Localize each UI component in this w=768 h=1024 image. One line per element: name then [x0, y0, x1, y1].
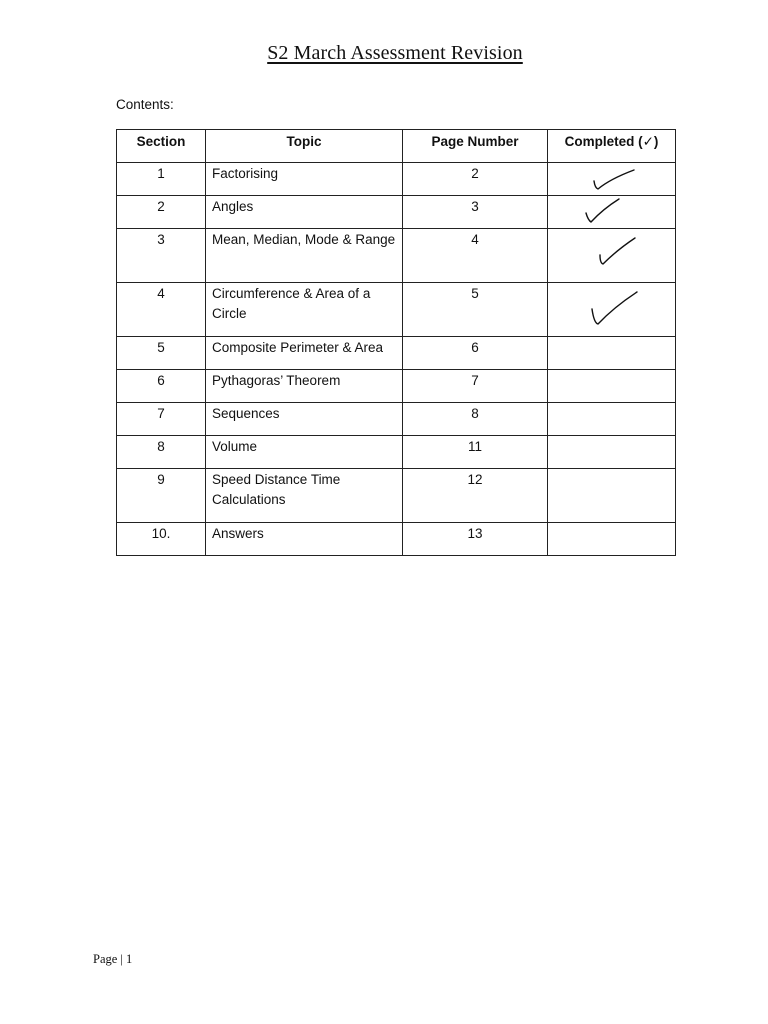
section-number: 5 [117, 337, 206, 370]
section-number: 7 [117, 403, 206, 436]
page-number: 4 [403, 229, 548, 283]
contents-table [116, 129, 676, 556]
header-page-number: Page Number [403, 130, 548, 163]
table-row [117, 196, 676, 229]
completed-cell [548, 523, 676, 556]
completed-cell [548, 337, 676, 370]
table-row [117, 436, 676, 469]
completed-cell [548, 469, 676, 523]
section-number: 6 [117, 370, 206, 403]
page-number: 8 [403, 403, 548, 436]
page-number: 5 [403, 283, 548, 337]
table-row [117, 469, 676, 523]
topic-name: Composite Perimeter & Area [206, 337, 403, 370]
table-row [117, 283, 676, 337]
completed-cell [548, 229, 676, 283]
completed-cell [548, 196, 676, 229]
completed-cell [548, 370, 676, 403]
section-number: 3 [117, 229, 206, 283]
handwritten-tick-icon [548, 196, 676, 229]
topic-name: Volume [206, 436, 403, 469]
topic-name: Circumference & Area of a Circle [206, 283, 403, 337]
topic-name: Mean, Median, Mode & Range [206, 229, 403, 283]
page-number: 7 [403, 370, 548, 403]
section-number: 9 [117, 469, 206, 523]
section-number: 10. [117, 523, 206, 556]
completed-cell [548, 283, 676, 337]
handwritten-tick-icon [548, 163, 676, 196]
topic-name: Sequences [206, 403, 403, 436]
page-number: 2 [403, 163, 548, 196]
completed-cell [548, 403, 676, 436]
topic-name: Answers [206, 523, 403, 556]
section-number: 8 [117, 436, 206, 469]
header-section: Section [117, 130, 206, 163]
table-row [117, 229, 676, 283]
contents-label: Contents: [116, 97, 174, 112]
page-number: 12 [403, 469, 548, 523]
topic-name: Factorising [206, 163, 403, 196]
section-number: 2 [117, 196, 206, 229]
topic-name: Angles [206, 196, 403, 229]
document-title: S2 March Assessment Revision [267, 42, 523, 64]
section-number: 1 [117, 163, 206, 196]
table-row [117, 370, 676, 403]
table-row [117, 337, 676, 370]
header-completed: Completed (✓) [548, 130, 676, 163]
page-footer: Page | 1 [93, 952, 133, 966]
page-number: 3 [403, 196, 548, 229]
page-number: 13 [403, 523, 548, 556]
handwritten-tick-icon [548, 229, 676, 283]
completed-cell [548, 436, 676, 469]
table-row [117, 163, 676, 196]
topic-name: Pythagoras’ Theorem [206, 370, 403, 403]
topic-name: Speed Distance Time Calculations [206, 469, 403, 523]
table-row [117, 403, 676, 436]
header-topic: Topic [206, 130, 403, 163]
page-number: 6 [403, 337, 548, 370]
table-row [117, 523, 676, 556]
page-number: 11 [403, 436, 548, 469]
completed-cell [548, 163, 676, 196]
handwritten-tick-icon [548, 283, 676, 337]
table-header-row [117, 130, 676, 163]
section-number: 4 [117, 283, 206, 337]
